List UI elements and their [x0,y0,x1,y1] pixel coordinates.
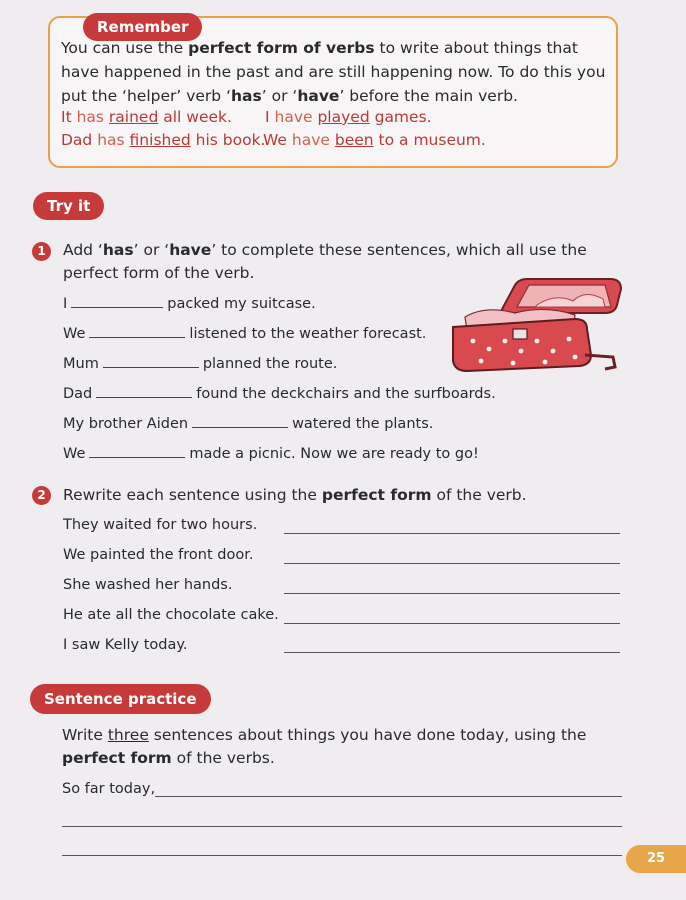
example-sentence: It has rained all week. [61,108,232,126]
rewrite-sentence: She washed her hands. [63,577,233,593]
answer-blank[interactable] [89,323,185,338]
page-number: 25 [626,845,686,873]
question-2-text: Rewrite each sentence using the perfect form of the verb. [63,486,527,504]
fill-in-sentence: We made a picnic. Now we are ready to go! [63,443,479,462]
answer-blank[interactable] [71,293,163,308]
answer-blank[interactable] [89,443,185,458]
fill-in-sentence: Dad found the deckchairs and the surfboards. [63,383,496,402]
fill-in-sentence: Mum planned the route. [63,353,337,372]
rewrite-sentence: He ate all the chocolate cake. [63,607,279,623]
answer-line[interactable] [155,796,622,797]
example-sentence: I have played games. [265,108,432,126]
answer-line[interactable] [62,855,622,856]
sentence-practice-heading: Sentence practice [30,684,211,714]
answer-line[interactable] [62,826,622,827]
rewrite-sentence: We painted the front door. [63,547,254,563]
answer-line[interactable] [284,533,620,534]
example-sentence: Dad has finished his book. [61,131,266,149]
example-sentence: We have been to a museum. [263,131,486,149]
fill-in-sentence: We listened to the weather forecast. [63,323,426,342]
answer-line[interactable] [284,623,620,624]
answer-line[interactable] [284,593,620,594]
rewrite-sentence: They waited for two hours. [63,517,258,533]
answer-line[interactable] [284,563,620,564]
question-1-text: Add ‘has’ or ‘have’ to complete these sentences, which all use the perfect form of the verb. [63,241,587,282]
answer-blank[interactable] [103,353,199,368]
fill-in-sentence: I packed my suitcase. [63,293,316,312]
remember-heading: Remember [83,13,202,41]
suitcase-illustration [445,275,625,375]
sentence-starter: So far today, [62,781,156,797]
question-number: 1 [32,242,51,261]
answer-blank[interactable] [96,383,192,398]
fill-in-sentence: My brother Aiden watered the plants. [63,413,433,432]
remember-text: You can use the perfect form of verbs to write about things that have happened in the past and are still happening now. To do this you put the ‘helper’ verb ‘has’ or ‘have’ before the main verb. [61,39,606,105]
sentence-practice-text: Write three sentences about things you have done today, using the perfect form of the verbs. [62,726,587,767]
answer-line[interactable] [284,652,620,653]
try-it-heading: Try it [33,192,104,220]
rewrite-sentence: I saw Kelly today. [63,637,188,653]
question-number: 2 [32,486,51,505]
answer-blank[interactable] [192,413,288,428]
